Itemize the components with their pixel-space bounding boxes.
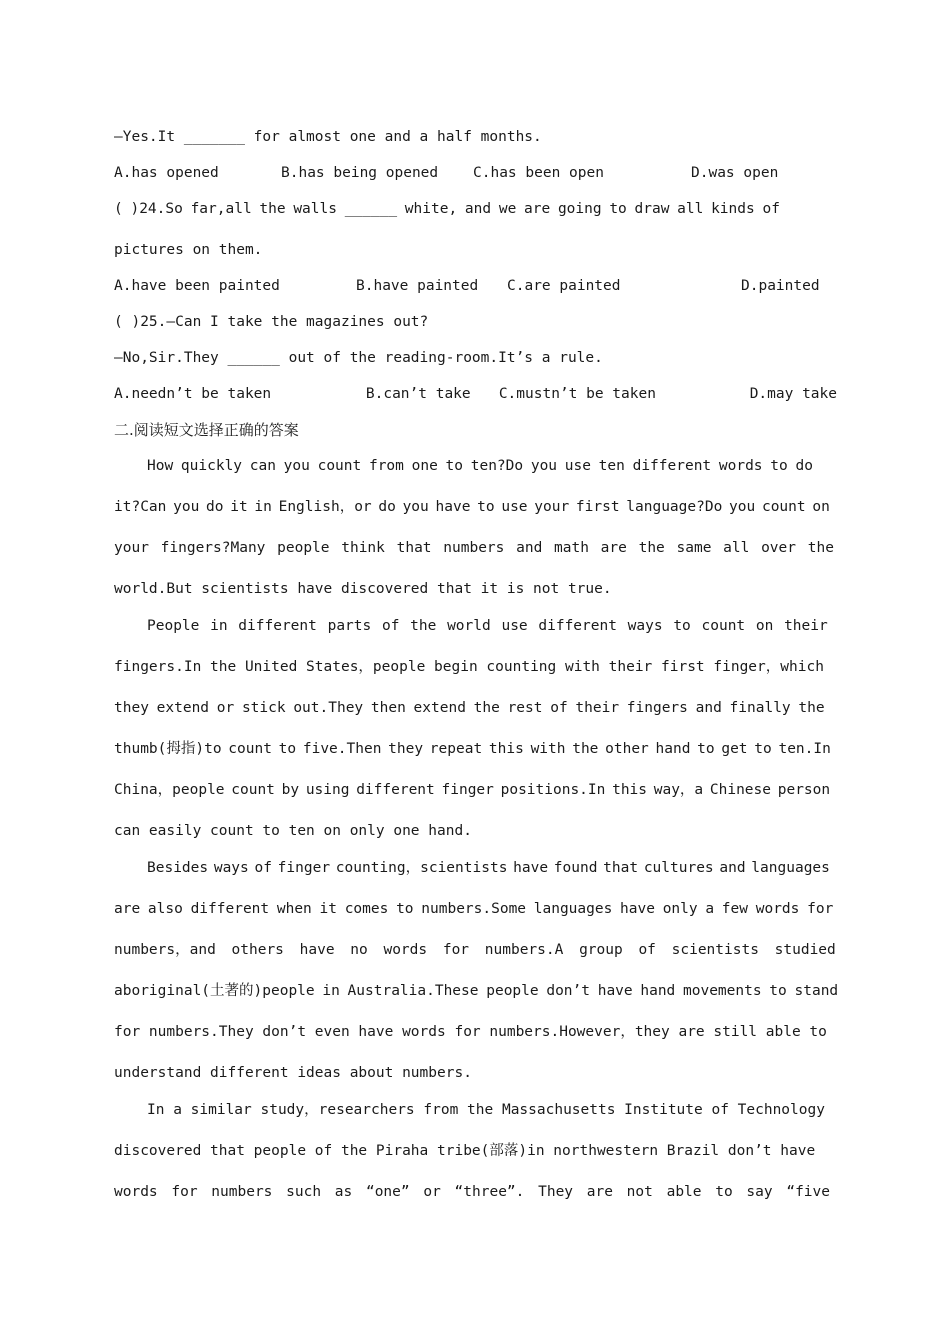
passage-line: words for numbers such as “one” or “three”. They are not able to say “five: [114, 1184, 831, 1200]
q25-option-a: A.needn’t be taken: [114, 386, 272, 402]
q25-answer-line: —No,Sir.They ______ out of the reading-room.It’s a rule.: [114, 350, 603, 366]
q25-option-c: C.mustn’t be taken: [498, 386, 656, 402]
q25-stem: ( )25.—Can I take the magazines out?: [114, 314, 429, 330]
q24-option-b: B.have painted: [356, 278, 479, 294]
passage-line: numbers，and others have no words for numbers.A group of scientists studied: [114, 942, 836, 958]
q24-option-a: A.have been painted: [114, 278, 280, 294]
passage-line: understand different ideas about numbers.: [114, 1065, 472, 1081]
passage-line: it?Can you do it in English，or do you have to use your first language?Do you count on: [114, 499, 830, 515]
q25-option-b: B.can’t take: [365, 386, 471, 402]
q23-answer-line: —Yes.It _______ for almost one and a half months.: [114, 129, 542, 145]
passage-line: they extend or stick out.They then extend the rest of their fingers and finally the: [114, 700, 825, 716]
passage-line: In a similar study，researchers from the Massachusetts Institute of Technology: [147, 1102, 825, 1118]
passage-line: Besides ways of finger counting，scientists have found that cultures and languages: [147, 860, 830, 876]
passage-line: fingers.In the United States，people begin counting with their first finger，which: [114, 659, 824, 675]
section-heading: 二.阅读短文选择正确的答案: [114, 421, 299, 439]
q24-stem-text: ( )24.So far,all the walls ______ white, and we are going to draw all kinds of: [114, 201, 780, 217]
passage-line: your fingers?Many people think that numbers and math are the same all over the: [114, 540, 834, 556]
q23-option-c: C.has been open: [473, 165, 604, 181]
passage-line: People in different parts of the world use different ways to count on their: [147, 618, 828, 634]
q23-option-b: B.has being opened: [281, 165, 439, 181]
passage-line: world.But scientists have discovered that it is not true.: [114, 581, 612, 597]
q25-options: [114, 384, 837, 404]
passage-line: for numbers.They don’t even have words for numbers.However，they are still able to: [114, 1024, 827, 1040]
q25-option-d: D.may take: [749, 386, 837, 402]
q24-stem-line1: [114, 199, 837, 219]
q24-option-c: C.are painted: [507, 278, 621, 294]
passage-line: aboriginal(土著的)people in Australia.These people don’t have hand movements to stand: [114, 983, 839, 999]
q23-option-d: D.was open: [691, 165, 779, 181]
passage-line: China，people count by using different finger positions.In this way，a Chinese person: [114, 782, 831, 798]
passage-line: discovered that people of the Piraha tribe(部落)in northwestern Brazil don’t have: [114, 1143, 816, 1159]
passage-line: [147, 456, 837, 476]
q23-option-a: A.has opened: [114, 165, 219, 181]
q24-stem-line2: pictures on them.: [114, 242, 263, 258]
q23-options: [114, 163, 837, 183]
passage-line: thumb(拇指)to count to five.Then they repeat this with the other hand to get to ten.In: [114, 741, 831, 757]
q24-options: [114, 276, 837, 296]
passage-line-text: How quickly can you count from one to ten?Do you use ten different words to do: [147, 458, 813, 474]
q24-option-d: D.painted: [741, 278, 820, 294]
passage-line: are also different when it comes to numbers.Some languages have only a few words for: [114, 901, 834, 917]
passage-line: can easily count to ten on only one hand.: [114, 823, 472, 839]
